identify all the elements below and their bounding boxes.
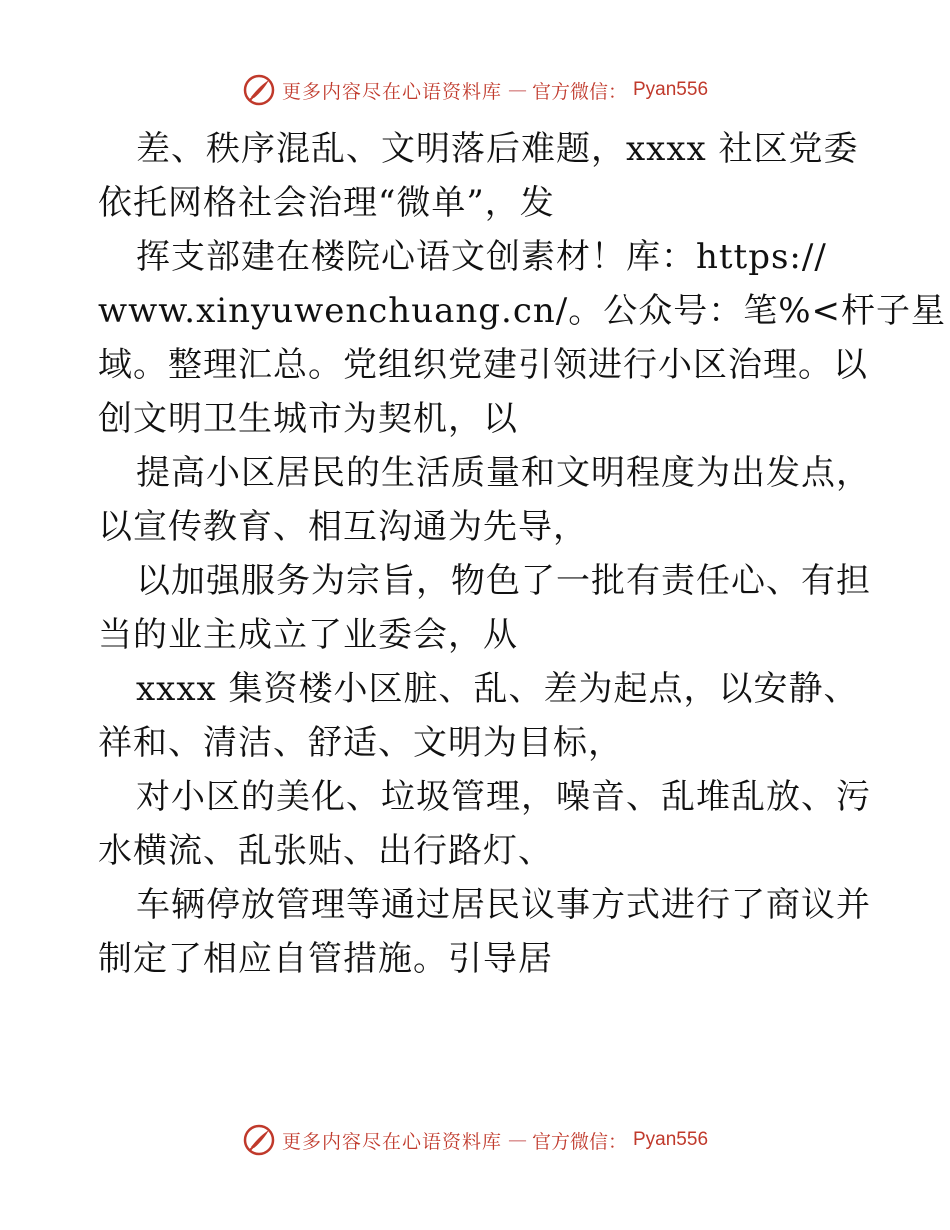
footer-site-name: 更多内容尽在心语资料库: [281, 1130, 502, 1153]
header-watermark: [0, 70, 950, 110]
body-line: 当的业主成立了业委会，从: [98, 615, 518, 655]
document-body: [98, 122, 947, 986]
footer-wechat-handle: Pyan556: [633, 1129, 709, 1150]
body-line: 差、秩序混乱、文明落后难题，xxxx 社区党委: [136, 129, 859, 169]
header-dash: —: [507, 79, 526, 101]
body-line: www.xinyuwenchuang.cn/。公众号：笔%<杆子星: [98, 291, 947, 331]
body-line: 以宣传教育、相互沟通为先导，: [98, 507, 588, 547]
body-line: 以加强服务为宗旨，物色了一批有责任心、有担: [136, 561, 871, 601]
header-wechat-handle: Pyan556: [633, 79, 709, 100]
body-line: xxxx 集资楼小区脏、乱、差为起点，以安静、: [136, 669, 859, 709]
quill-circle-logo-icon: [242, 1123, 276, 1157]
body-line: 域。整理汇总。党组织党建引领进行小区治理。以: [98, 345, 868, 385]
footer-dash: —: [507, 1129, 526, 1151]
body-line: 创文明卫生城市为契机，以: [98, 399, 518, 439]
quill-circle-logo-icon: [242, 73, 276, 107]
body-line: 车辆停放管理等通过居民议事方式进行了商议并: [136, 885, 871, 925]
body-line: 对小区的美化、垃圾管理，噪音、乱堆乱放、污: [136, 777, 871, 817]
footer-watermark: [0, 1120, 950, 1160]
body-line: 祥和、清洁、舒适、文明为目标，: [98, 723, 623, 763]
body-line: 依托网格社会治理“微单”，发: [98, 183, 555, 223]
body-line: 挥支部建在楼院心语文创素材！库：https://: [136, 237, 827, 277]
header-wechat-label: 官方微信：: [531, 80, 627, 103]
body-line: 水横流、乱张贴、出行路灯、: [98, 831, 553, 871]
footer-wechat-label: 官方微信：: [531, 1130, 627, 1153]
header-site-name: 更多内容尽在心语资料库: [281, 80, 502, 103]
body-line: 提高小区居民的生活质量和文明程度为出发点，: [136, 453, 871, 493]
body-line: 制定了相应自管措施。引导居: [98, 939, 553, 979]
